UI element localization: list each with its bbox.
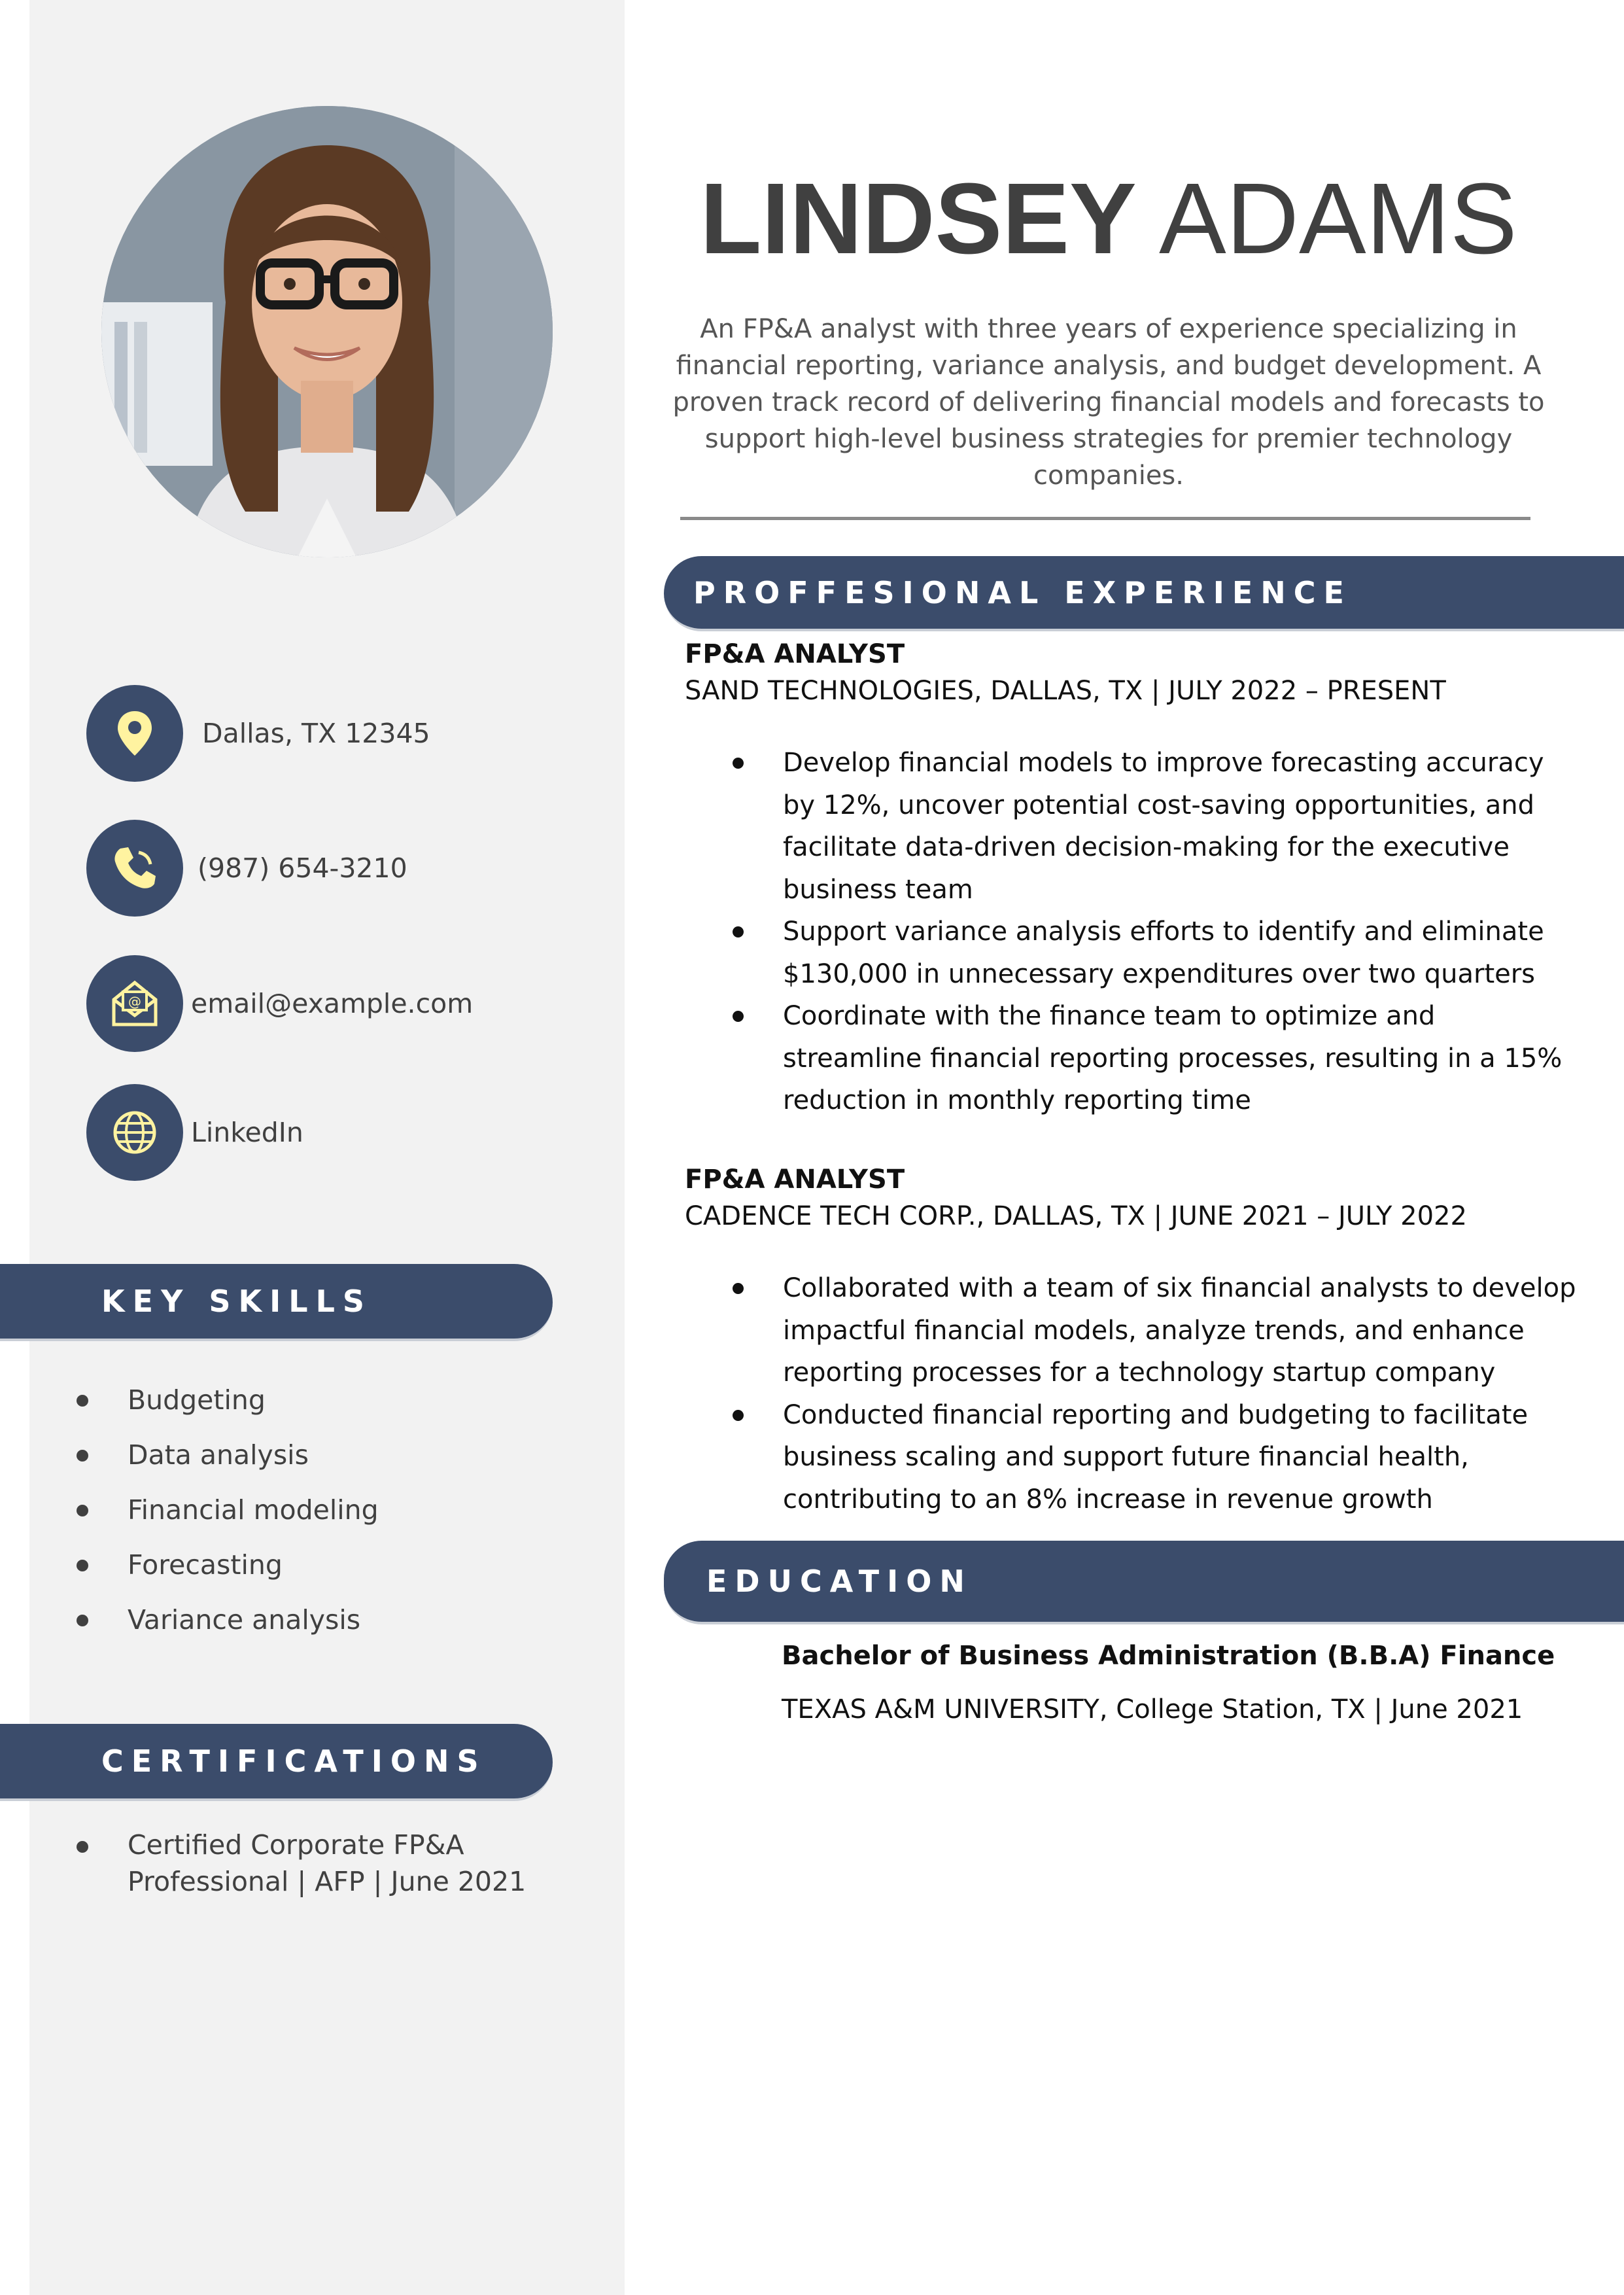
education-heading: EDUCATION bbox=[706, 1564, 973, 1599]
certification-item: Certified Corporate FP&A Professional | AFP | June 2021 bbox=[128, 1827, 546, 1900]
profile-photo-illustration bbox=[101, 106, 553, 557]
contact-location-text: Dallas, TX 12345 bbox=[202, 718, 430, 749]
contact-phone-text: (987) 654-3210 bbox=[198, 852, 407, 884]
skill-item: Data analysis bbox=[128, 1435, 379, 1490]
education-entry bbox=[782, 1638, 1599, 1728]
experience-heading-band bbox=[664, 556, 1624, 631]
job-bullet: Conducted financial reporting and budgeting to facilitate business scaling and support future financial health, contributing to an 8% increase in revenue growth bbox=[783, 1394, 1581, 1521]
certifications-heading-band bbox=[0, 1724, 553, 1801]
skill-item: Financial modeling bbox=[128, 1490, 379, 1545]
contact-phone bbox=[86, 820, 610, 917]
job-bullets bbox=[685, 742, 1581, 1122]
job-entry bbox=[685, 1161, 1581, 1520]
experience-heading: PROFFESIONAL EXPERIENCE bbox=[693, 574, 1352, 610]
contact-linkedin[interactable] bbox=[86, 1084, 610, 1181]
job-bullets bbox=[685, 1267, 1581, 1520]
contact-email[interactable] bbox=[86, 955, 610, 1052]
candidate-name bbox=[674, 164, 1544, 274]
location-pin-icon bbox=[86, 685, 183, 782]
first-name: LINDSEY bbox=[700, 162, 1137, 275]
contact-email-text[interactable]: email@example.com bbox=[191, 988, 474, 1019]
globe-icon bbox=[86, 1084, 183, 1181]
profile-photo bbox=[101, 106, 553, 557]
certifications-list bbox=[128, 1827, 546, 1900]
job-bullet: Coordinate with the finance team to optimize and streamline financial reporting processes, resulting in a 15% reduction in monthly reporting time bbox=[783, 995, 1581, 1122]
skill-item: Variance analysis bbox=[128, 1600, 379, 1655]
svg-text:@: @ bbox=[128, 994, 141, 1009]
job-bullet: Develop financial models to improve forecasting accuracy by 12%, uncover potential cost-saving opportunities, and facilitate data-driven decision-making for the executive business team bbox=[783, 742, 1581, 911]
job-meta: CADENCE TECH CORP., DALLAS, TX | JUNE 2021 – JULY 2022 bbox=[685, 1201, 1467, 1231]
job-bullet: Collaborated with a team of six financial analysts to develop impactful financial models, analyze trends, and enhance reporting processes for a technology startup company bbox=[783, 1267, 1581, 1394]
summary-text: An FP&A analyst with three years of experience specializing in financial reporting, variance analysis, and budget development. A proven track record of delivering financial models and forecasts to support high-level business strategies for premier technology companies. bbox=[672, 314, 1545, 491]
key-skills-heading-band bbox=[0, 1264, 553, 1341]
skill-item: Budgeting bbox=[128, 1380, 379, 1435]
phone-icon bbox=[86, 820, 183, 917]
contact-linkedin-text[interactable]: LinkedIn bbox=[191, 1117, 303, 1148]
email-icon bbox=[86, 955, 183, 1052]
job-meta: SAND TECHNOLOGIES, DALLAS, TX | JULY 2022 – PRESENT bbox=[685, 676, 1446, 706]
education-school: TEXAS A&M UNIVERSITY, College Station, TX | June 2021 bbox=[782, 1694, 1523, 1725]
key-skills-heading: KEY SKILLS bbox=[101, 1284, 373, 1319]
last-name: ADAMS bbox=[1159, 162, 1517, 275]
education-degree: Bachelor of Business Administration (B.B.A) Finance bbox=[782, 1641, 1555, 1671]
job-title: FP&A ANALYST bbox=[685, 1165, 905, 1195]
education-heading-band bbox=[664, 1541, 1624, 1624]
header-divider bbox=[680, 517, 1530, 520]
contact-location bbox=[86, 685, 610, 782]
skills-list bbox=[128, 1380, 379, 1655]
job-bullet: Support variance analysis efforts to identify and eliminate $130,000 in unnecessary expenditures over two quarters bbox=[783, 911, 1581, 995]
skill-item: Forecasting bbox=[128, 1545, 379, 1600]
job-title: FP&A ANALYST bbox=[685, 639, 905, 669]
job-entry bbox=[685, 636, 1581, 1122]
certifications-heading: CERTIFICATIONS bbox=[101, 1743, 487, 1779]
